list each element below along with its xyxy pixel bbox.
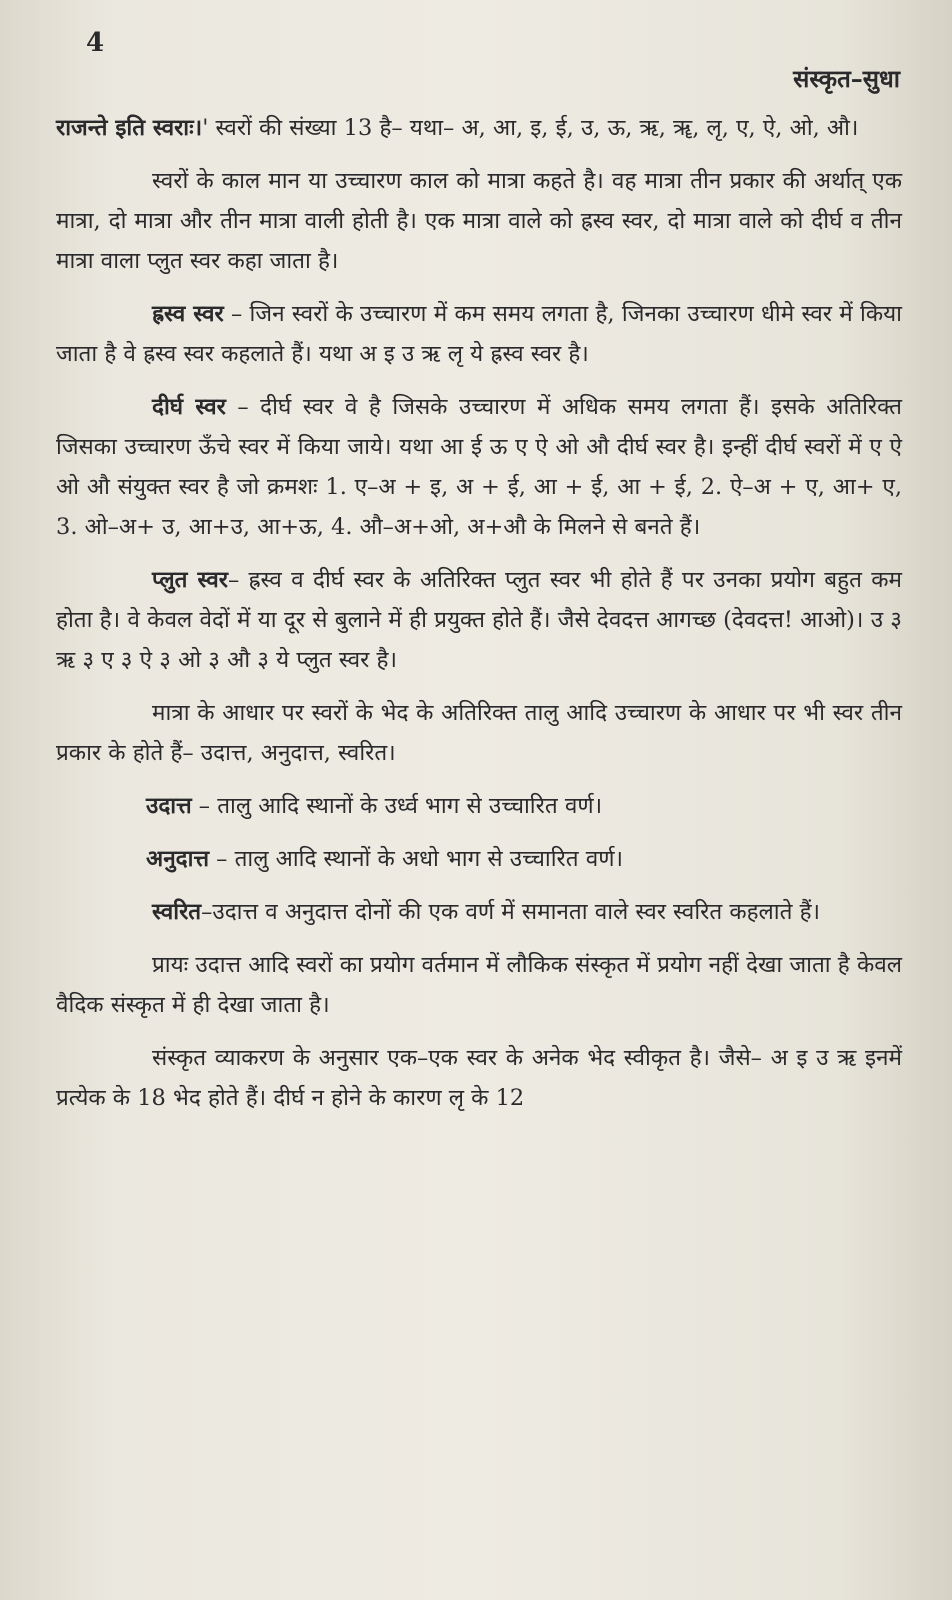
term-udatta: उदात्त (146, 793, 192, 819)
paragraph-dirgha (56, 387, 902, 547)
paragraph-vedic-usage: प्रायः उदात्त आदि स्वरों का प्रयोग वर्तमान में लौकिक संस्कृत में प्रयोग नहीं देखा जाता है केवल वैदिक संस्कृत में ही देखा जाता है। (56, 952, 902, 1018)
term-dirgha: दीर्घ स्वर (152, 394, 226, 420)
paragraph-text: – ह्रस्व व दीर्घ स्वर के अतिरिक्त प्लुत स्वर भी होते हैं पर उनका प्रयोग बहुत कम होता है। वे केवल वेदों में या दूर से बुलाने में ही प्रयुक्त होते हैं। जैसे देवदत्त आगच्छ (देवदत्त! आओ)। उ ३ ऋ ३ ए ३ ऐ ३ ओ ३ औ ३ ये प्लुत स्वर है। (56, 567, 902, 673)
paragraph-hrasva (56, 294, 902, 374)
term-anudatta: अनुदात्त (146, 846, 210, 872)
paragraph-text: ' स्वरों की संख्या 13 है– यथा– अ, आ, इ, ई, उ, ऊ, ऋ, ॠ, लृ, ए, ऐ, ओ, औ। (202, 115, 859, 141)
paragraph-udatta-types: मात्रा के आधार पर स्वरों के भेद के अतिरिक्त तालु आदि उच्चारण के आधार पर भी स्वर तीन प्रकार के होते हैं– उदात्त, अनुदात्त, स्वरित। (56, 700, 902, 766)
paragraph-pluta (56, 560, 902, 680)
paragraph-svarita (56, 892, 902, 932)
running-header: संस्कृत–सुधा (793, 64, 900, 93)
paragraph-svara-count (56, 108, 902, 148)
paragraph-text: – तालु आदि स्थानों के अधो भाग से उच्चारित वर्ण। (209, 846, 624, 872)
paragraph-anudatta (56, 839, 902, 879)
paragraph-udatta (56, 786, 902, 826)
paragraph-text: – जिन स्वरों के उच्चारण में कम समय लगता है, जिनका उच्चारण धीमे स्वर में किया जाता है वे ह्रस्व स्वर कहलाते हैं। यथा अ इ उ ऋ लृ ये ह्रस्व स्वर है। (56, 301, 902, 367)
page-number: 4 (86, 28, 105, 58)
page-body (56, 108, 902, 1131)
paragraph-text: – तालु आदि स्थानों के उर्ध्व भाग से उच्चारित वर्ण। (191, 793, 603, 819)
paragraph-matra: स्वरों के काल मान या उच्चारण काल को मात्रा कहते है। वह मात्रा तीन प्रकार की अर्थात् एक मात्रा, दो मात्रा और तीन मात्रा वाली होती है। एक मात्रा वाले को ह्रस्व स्वर, दो मात्रा वाले को दीर्घ व तीन मात्रा वाला प्लुत स्वर कहा जाता है। (56, 168, 902, 274)
term-pluta: प्लुत स्वर (152, 567, 228, 593)
paragraph-lead: राजन्ते इति स्वराः। (56, 115, 203, 141)
paragraph-text: –उदात्त व अनुदात्त दोनों की एक वर्ण में समानता वाले स्वर स्वरित कहलाते हैं। (201, 899, 821, 925)
term-svarita: स्वरित (152, 899, 202, 925)
paragraph-text: – दीर्घ स्वर वे है जिसके उच्चारण में अधिक समय लगता हैं। इसके अतिरिक्त जिसका उच्चारण ऊँचे स्वर में किया जाये। यथा आ ई ऊ ए ऐ ओ औ दीर्घ स्वर है। इन्हीं दीर्घ स्वरों में ए ऐ ओ औ संयुक्त स्वर है जो क्रमशः 1. ए–अ + इ, अ + ई, आ + ई, आ + ई, 2. ऐ–अ + ए, आ+ ए, 3. ओ–अ+ उ, आ+उ, आ+ऊ, 4. औ–अ+ओ, अ+औ के मिलने से बनते हैं। (56, 394, 903, 540)
term-hrasva: ह्रस्व स्वर (152, 301, 224, 327)
paragraph-vyakarana: संस्कृत व्याकरण के अनुसार एक–एक स्वर के अनेक भेद स्वीकृत है। जैसे– अ इ उ ऋ इनमें प्रत्येक के 18 भेद होते हैं। दीर्घ न होने के कारण लृ के 12 (56, 1045, 902, 1111)
